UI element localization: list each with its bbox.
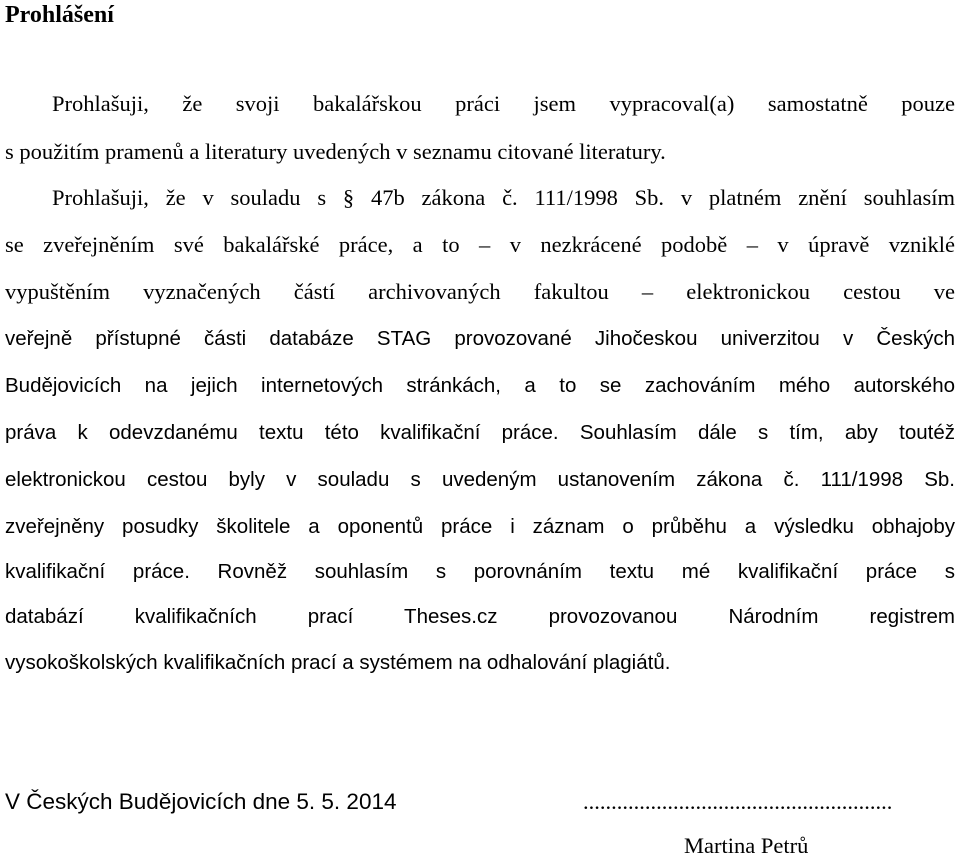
paragraph-2-line-1: Prohlašuji, že v souladu s § 47b zákona č. 111/1998 Sb. v platném znění souhlasím (52, 185, 955, 210)
paragraph-2-line-9: kvalifikační práce. Rovněž souhlasím s porovnáním textu mé kvalifikační práce s (5, 560, 955, 583)
page-title: Prohlášení (5, 2, 114, 28)
paragraph-2-line-4: veřejně přístupné části databáze STAG provozované Jihočeskou univerzitou v Českých (5, 327, 955, 350)
signer-name: Martina Petrů (684, 833, 809, 858)
paragraph-1-line-1: Prohlašuji, že svoji bakalářskou práci jsem vypracoval(a) samostatně pouze (52, 91, 955, 116)
paragraph-2-line-3: vypuštěním vyznačených částí archivovaných fakultou – elektronickou cestou ve (5, 279, 955, 304)
paragraph-2-line-7: elektronickou cestou byly v souladu s uvedeným ustanovením zákona č. 111/1998 Sb. (5, 468, 955, 491)
paragraph-1-line-2: s použitím pramenů a literatury uvedených v seznamu citované literatury. (5, 139, 666, 164)
paragraph-2-line-8: zveřejněny posudky školitele a oponentů práce i záznam o průběhu a výsledku obhajoby (5, 515, 955, 538)
place-and-date: V Českých Budějovicích dne 5. 5. 2014 (5, 789, 397, 814)
paragraph-2-line-6: práva k odevzdanému textu této kvalifikační práce. Souhlasím dále s tím, aby toutéž (5, 421, 955, 444)
paragraph-2-line-10: databází kvalifikačních prací Theses.cz provozovanou Národním registrem (5, 605, 955, 628)
signature-line: ....................................................... (583, 789, 893, 814)
paragraph-2-line-5: Budějovicích na jejich internetových stránkách, a to se zachováním mého autorského (5, 374, 955, 397)
paragraph-2-line-2: se zveřejněním své bakalářské práce, a to – v nezkrácené podobě – v úpravě vzniklé (5, 232, 955, 257)
paragraph-2-line-11: vysokoškolských kvalifikačních prací a systémem na odhalování plagiátů. (5, 651, 671, 674)
